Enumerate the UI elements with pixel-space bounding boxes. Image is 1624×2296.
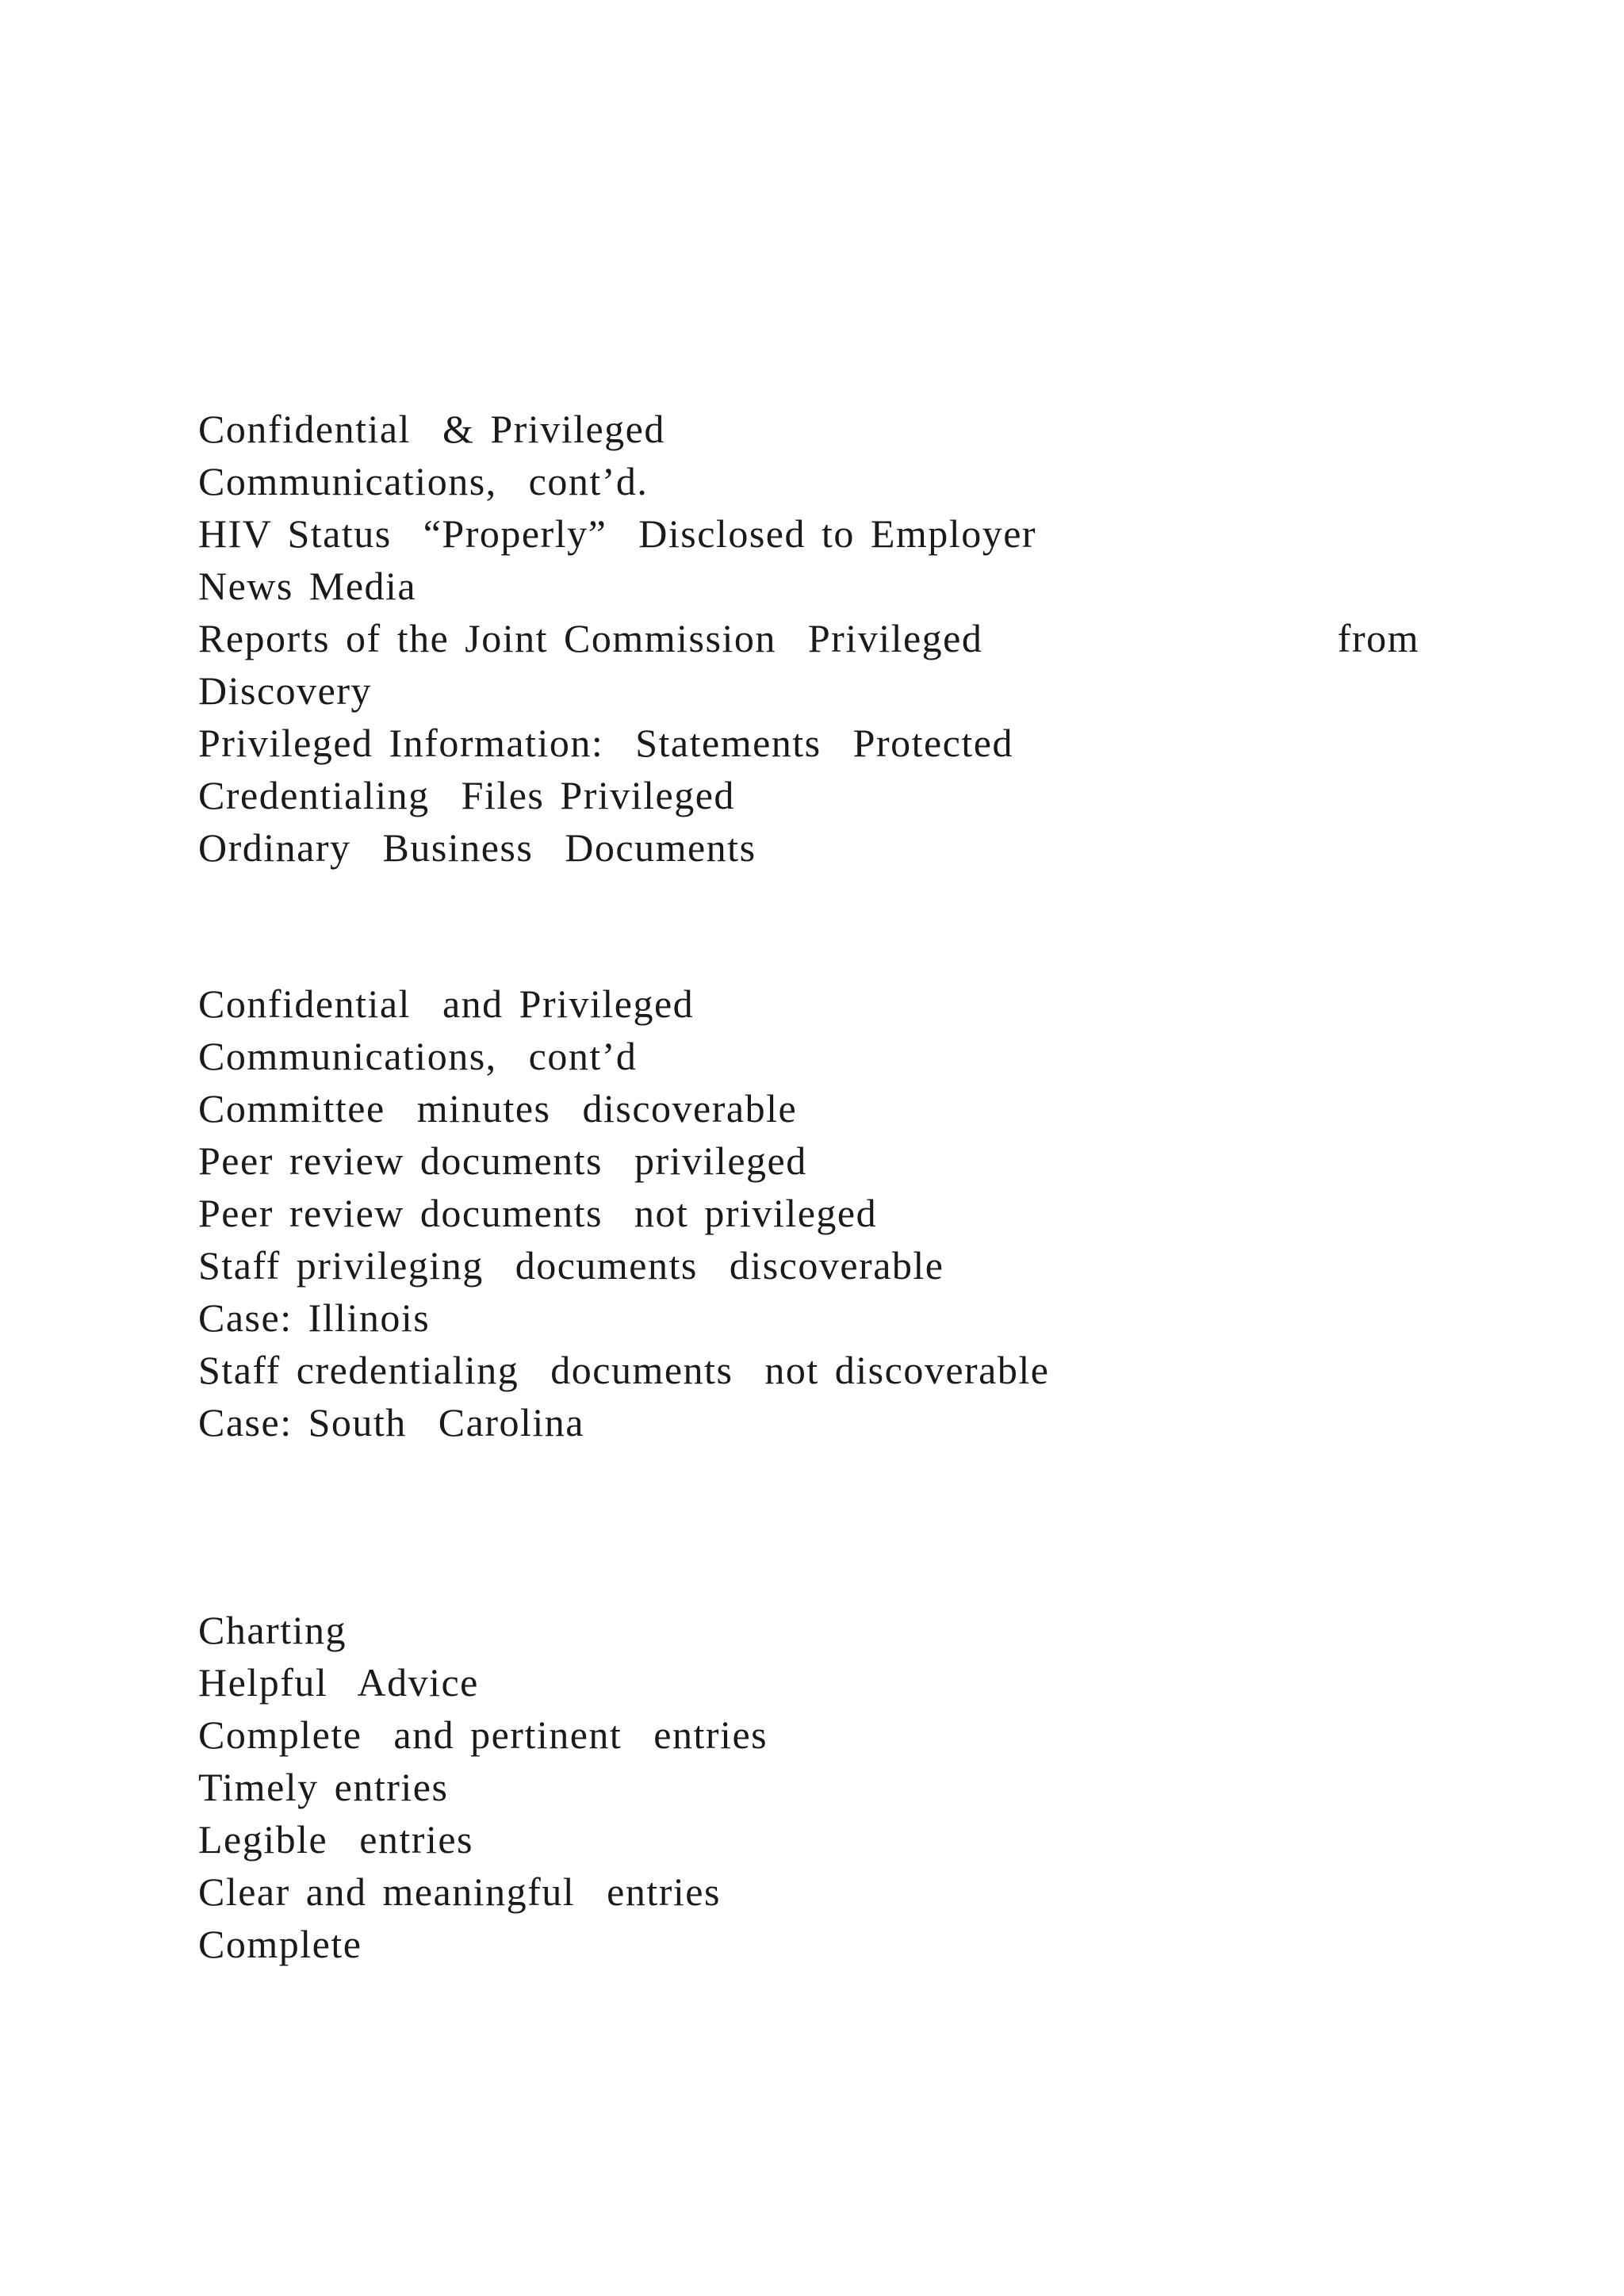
- text-line-right: from: [1337, 616, 1419, 660]
- text-line: Case: Illinois: [198, 1295, 431, 1340]
- text-line: Complete and pertinent entries: [198, 1712, 768, 1757]
- section-confidential-privileged-1: [198, 403, 1435, 874]
- text-line: Legible entries: [198, 1817, 473, 1862]
- text-line: Peer review documents privileged: [198, 1138, 807, 1183]
- text-line: Privileged Information: Statements Protected: [198, 721, 1013, 765]
- text-line-justified: [198, 612, 1419, 664]
- text-line: Staff privileging documents discoverable: [198, 1243, 944, 1288]
- section-heading-continued: Communications, cont’d: [198, 1034, 638, 1078]
- section-heading: Charting: [198, 1608, 347, 1652]
- text-line: Credentialing Files Privileged: [198, 773, 735, 817]
- text-line: Complete: [198, 1922, 362, 1966]
- section-confidential-privileged-2: [198, 978, 1435, 1448]
- text-line: Case: South Carolina: [198, 1400, 584, 1445]
- section-heading: Confidential & Privileged: [198, 407, 665, 451]
- text-line: Discovery: [198, 668, 372, 713]
- text-line: Clear and meaningful entries: [198, 1869, 721, 1914]
- text-line-left: Reports of the Joint Commission Privileged: [198, 616, 983, 660]
- text-line: Helpful Advice: [198, 1660, 479, 1705]
- text-line: Timely entries: [198, 1765, 449, 1809]
- text-line: Committee minutes discoverable: [198, 1086, 798, 1131]
- text-line: Staff credentialing documents not discoverable: [198, 1348, 1050, 1392]
- section-charting: [198, 1604, 1435, 1970]
- text-line: HIV Status “Properly” Disclosed to Employer: [198, 511, 1037, 556]
- text-line: News Media: [198, 564, 417, 608]
- section-heading: Confidential and Privileged: [198, 982, 695, 1026]
- section-heading-continued: Communications, cont’d.: [198, 459, 649, 503]
- text-line: Ordinary Business Documents: [198, 825, 756, 870]
- text-line: Peer review documents not privileged: [198, 1191, 878, 1235]
